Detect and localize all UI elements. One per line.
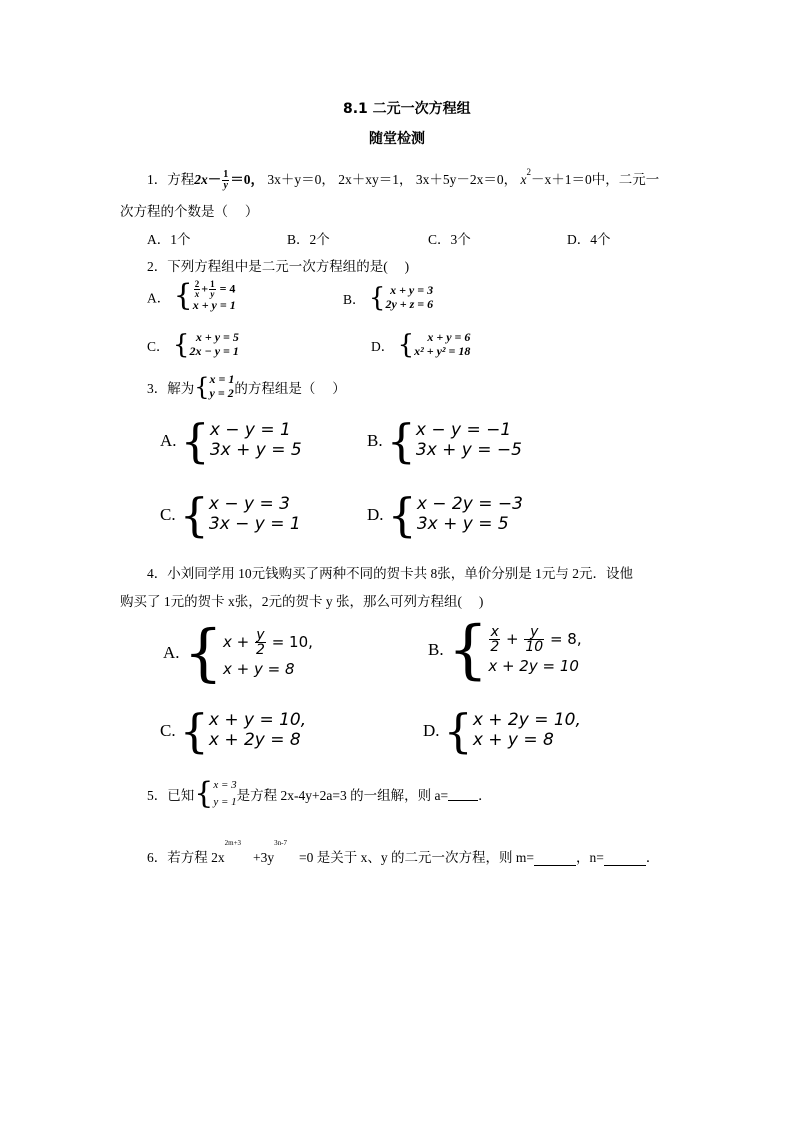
equation-system: { x + $\frac{y}{2}$ = 10, x + y = 8 <box>183 616 313 689</box>
q4a-row2: x + y = 8 <box>222 659 295 678</box>
q1-option-b[interactable]: B．2个 <box>287 232 330 247</box>
question-6 <box>147 838 660 866</box>
q1-tail: －x＋1＝0中，二元一 <box>531 172 660 187</box>
q6-text-4: ，n= <box>575 850 604 865</box>
q3-sol-row1: x = 1 <box>209 372 235 386</box>
equation-system: { $\frac{2}{x}$ + $\frac{1}{y}$ = 4 x + y = 1 <box>173 278 236 314</box>
equation-system: { x − y = −1 3x + y = −5 <box>386 414 522 468</box>
option-label: C. <box>160 505 176 524</box>
q6-exponent-2: 3n-7 <box>274 838 287 847</box>
question-4-line-1: 4．小刘同学用 10元钱购买了两种不同的贺卡共 8张，单价分别是 1元与 2元．设他 <box>147 566 633 581</box>
q3d-row2: 3x + y = 5 <box>416 514 509 534</box>
q5-row2: y = 1 <box>213 796 237 808</box>
q3-prefix: 3．解为 <box>147 380 195 396</box>
question-2-stem: 2．下列方程组中是二元一次方程组的是( ) <box>147 259 410 274</box>
q2a-row1-rhs: = 4 <box>216 281 236 296</box>
q5-row1: x = 3 <box>213 779 237 792</box>
equation-system: { x + y = 6 x² + y² = 18 <box>397 329 471 360</box>
question-4-line-2: 购买了 1元的贺卡 x张，2元的贺卡 y 张，那么可列方程组( ) <box>120 594 484 609</box>
equation-system: { x − y = 1 3x + y = 5 <box>180 414 302 468</box>
q1-eq-1: 3x＋y＝0， <box>267 172 335 187</box>
equation-system: { x + y = 3 2y + z = 6 <box>368 282 434 313</box>
q1-eq-3: 3x＋5y－2x＝0， <box>415 172 518 187</box>
option-label: C. <box>160 721 176 740</box>
q2d-row2: x² + y² = 18 <box>414 343 471 358</box>
question-3-stem <box>147 373 346 401</box>
q4b-row1: = 8, <box>549 629 582 648</box>
equation-system: { x + y = 5 2x − y = 1 <box>172 329 239 360</box>
q3-option-c[interactable] <box>160 488 301 542</box>
q1-prefix: 1．方程 <box>147 172 195 187</box>
q6-end: ． <box>645 850 660 865</box>
equation-system: { x + y = 10, x + 2y = 8 <box>179 704 307 758</box>
q2b-row1: x + y = 3 <box>390 283 434 297</box>
equation-system: { x − y = 3 3x − y = 1 <box>179 488 301 542</box>
option-label: D. <box>367 505 384 524</box>
q4d-row1: x + 2y = 10, <box>472 710 581 731</box>
option-label: D． <box>371 338 395 354</box>
q2-option-c[interactable] <box>147 331 239 359</box>
q2a-row2: x + y = 1 <box>192 298 236 312</box>
q5-suffix: 是方程 2x-4y+2a=3 的一组解，则 a= <box>236 788 449 803</box>
option-label: B． <box>343 291 366 307</box>
q3d-row1: x − 2y = −3 <box>416 494 523 515</box>
q5-answer-blank[interactable] <box>448 787 478 801</box>
q2c-row2: 2x − y = 1 <box>189 343 239 358</box>
q4-option-b[interactable] <box>428 613 582 687</box>
q3-sol-row2: y = 2 <box>209 385 234 400</box>
equation-system: { $\frac{x}{2}$ + $\frac{y}{10}$ = 8, x + 2y = 10 <box>447 613 582 687</box>
question-1-line-2: 次方程的个数是（ ） <box>120 204 259 219</box>
solution-system: { x = 3 y = 1 <box>194 776 237 811</box>
option-label: A． <box>147 290 171 306</box>
q4-option-a[interactable] <box>163 616 313 689</box>
q1-eq-2: 2x＋xy＝1， <box>338 172 413 187</box>
option-label: B. <box>428 640 444 659</box>
q3b-row1: x − y = −1 <box>415 420 512 441</box>
q5-prefix: 5．已知 <box>147 788 195 803</box>
q2-option-a[interactable] <box>147 280 236 313</box>
q3a-row1: x − y = 1 <box>209 420 291 441</box>
solution-system: { x = 1 y = 2 <box>194 372 235 401</box>
q3-suffix: 的方程组是（ ） <box>234 380 346 396</box>
option-label: A. <box>163 643 180 662</box>
q2a-row1: + <box>201 281 209 296</box>
q4a-row1: = 10, <box>271 632 313 651</box>
q3c-row2: 3x − y = 1 <box>208 514 301 534</box>
page-subtitle: 随堂检测 <box>369 131 425 147</box>
q5-end: ． <box>478 788 492 803</box>
q4b-row2: x + 2y = 10 <box>488 656 579 675</box>
question-5 <box>147 776 492 811</box>
q2-option-d[interactable] <box>371 331 470 359</box>
q3b-row2: 3x + y = −5 <box>415 440 522 460</box>
q6-text-3: =0 是关于 x、y 的二元一次方程，则 m= <box>299 850 534 865</box>
page-title: 8.1 二元一次方程组 <box>343 101 471 117</box>
q2b-row2: 2y + z = 6 <box>385 296 434 311</box>
q1-option-d[interactable]: D．4个 <box>567 232 611 247</box>
q3a-row2: 3x + y = 5 <box>209 440 302 460</box>
equation-system: { x + 2y = 10, x + y = 8 <box>443 704 581 758</box>
equation-system: { x − 2y = −3 3x + y = 5 <box>387 488 523 542</box>
q4d-row2: x + y = 8 <box>472 730 554 750</box>
q2-option-b[interactable] <box>343 284 433 312</box>
q6-text-1: 6．若方程 2x <box>147 850 225 865</box>
option-label: B. <box>367 431 383 450</box>
q6-m-blank[interactable] <box>534 852 576 866</box>
q3-option-d[interactable] <box>367 488 523 542</box>
q1-fraction: $\frac{1}{y}$ <box>223 169 229 192</box>
q3-option-b[interactable] <box>367 414 522 468</box>
q2d-row1: x + y = 6 <box>427 330 471 344</box>
q1-option-c[interactable]: C．3个 <box>428 232 471 247</box>
q4-option-d[interactable] <box>423 704 581 758</box>
q3-option-a[interactable] <box>160 414 302 468</box>
option-label: C． <box>147 338 170 354</box>
option-label: D. <box>423 721 440 740</box>
question-1-line-1: 1．方程2x－ $\frac{1}{y}$ ＝0， 3x＋y＝0， 2x＋xy＝1， 3x＋5y－2x＝0， $x^2-x+1=0$中，二元一 <box>147 166 660 192</box>
q3c-row1: x − y = 3 <box>208 494 290 515</box>
q2c-row1: x + y = 5 <box>195 330 239 344</box>
q4c-row1: x + y = 10, <box>208 710 307 731</box>
q6-exponent-1: 2m+3 <box>224 838 242 847</box>
q4-option-c[interactable] <box>160 704 307 758</box>
q6-text-2: +3y <box>253 850 275 865</box>
q1-option-a[interactable]: A．1个 <box>147 232 191 247</box>
q6-n-blank[interactable] <box>604 852 646 866</box>
option-label: A. <box>160 431 177 450</box>
q4c-row2: x + 2y = 8 <box>208 730 301 750</box>
